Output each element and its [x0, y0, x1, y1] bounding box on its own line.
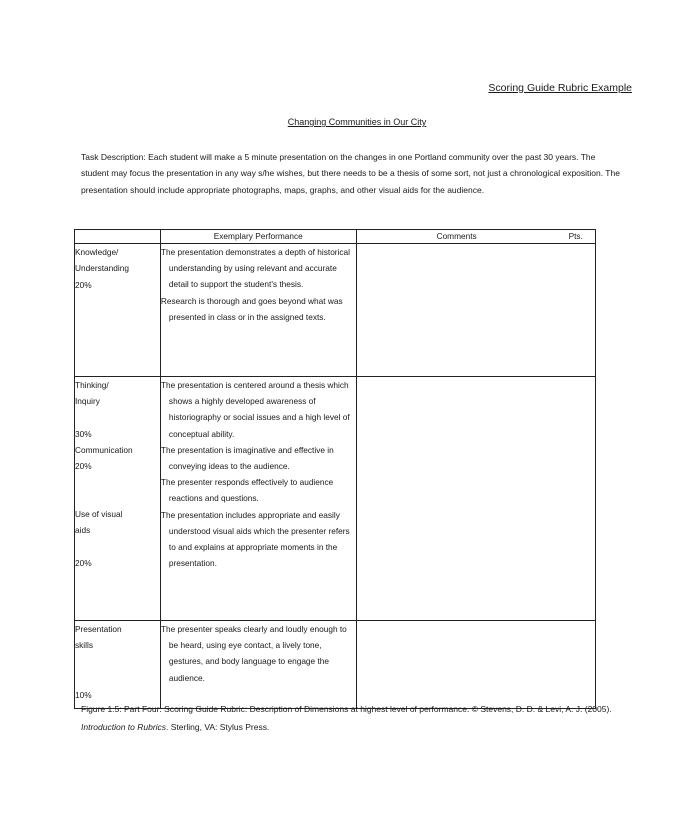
table-row	[75, 244, 596, 377]
criterion-text: The presenter speaks clearly and loudly enough to be heard, using eye contact, a lively tone, gestures, and body language to engage the audience.	[160, 624, 347, 683]
table-header-row	[75, 230, 596, 244]
dimension-weight: 20%	[75, 460, 92, 471]
criterion-text: The presentation includes appropriate and easily understood visual aids which the presenter refers to and explains at appropriate moments in the presentation.	[160, 509, 350, 569]
comments-cell	[356, 621, 595, 709]
dimension-block	[75, 621, 160, 703]
dimension-cell	[75, 244, 161, 377]
criterion-text: The presentation is centered around a thesis which shows a highly developed awareness of historiography or social issues and a high level of conceptual ability.	[160, 380, 350, 439]
dimension-label: Presentation skills	[75, 624, 122, 651]
dimension-weight: 30%	[75, 428, 92, 439]
header-comments: Comments	[436, 231, 477, 241]
task-description: Task Description: Each student will make a 5 minute presentation on the changes in one Portland community over the past 30 years. The student may focus the presentation in any way s/he wishes, but there needs to be a thesis of some sort, not just a chronological exposition. The presentation should include appropriate photographs, maps, graphs, and other visual aids for the audience.	[81, 152, 620, 195]
criteria-cell	[160, 377, 356, 621]
document-subtitle: Changing Communities in Our City	[287, 117, 427, 127]
header-exemplary: Exemplary Performance	[160, 230, 356, 244]
comments-cell	[356, 244, 595, 377]
dimension-cell	[75, 377, 161, 621]
figure-caption-prefix: Figure 1.5: Part Four: Scoring Guide Rubric: Description of Dimensions at highest level of performance. © Stevens, D. D. & Levi, A. J. (2005).	[81, 704, 612, 714]
rubric-body	[75, 244, 596, 709]
header-dimension-cell	[75, 230, 161, 244]
criterion-text: The presentation is imaginative and effective in conveying ideas to the audience.	[160, 444, 334, 472]
criterion-text: The presenter responds effectively to audience reactions and questions.	[160, 477, 334, 504]
dimension-block	[75, 506, 160, 571]
rubric-table	[74, 229, 596, 709]
dimension-label: Communication	[75, 445, 133, 455]
document-title: Scoring Guide Rubric Example	[488, 82, 632, 94]
dimension-label: Knowledge/ Understanding	[75, 247, 129, 274]
dimension-block	[75, 377, 160, 442]
criterion-text: The presentation demonstrates a depth of historical understanding by using relevant and accurate detail to support the student's thesis.	[160, 247, 351, 290]
dimension-cell	[75, 621, 161, 709]
figure-caption-suffix: . Sterling, VA: Stylus Press.	[166, 722, 270, 732]
header-comments-cell	[356, 230, 595, 244]
dimension-block	[75, 474, 160, 506]
dimension-weight: 10%	[75, 689, 92, 700]
dimension-block	[75, 293, 160, 325]
dimension-block	[75, 442, 160, 474]
dimension-weight: 20%	[75, 557, 92, 568]
criteria-cell	[160, 244, 356, 377]
comments-cell	[356, 377, 595, 621]
dimension-label: Use of visual aids	[75, 509, 123, 536]
figure-book-title: Introduction to Rubrics	[81, 722, 167, 732]
criteria-cell	[160, 621, 356, 709]
dimension-label: Thinking/ Inquiry	[75, 380, 109, 407]
criterion-text: Research is thorough and goes beyond what was presented in class or in the assigned texts.	[160, 295, 343, 322]
header-pts: Pts.	[568, 231, 583, 241]
dimension-block	[75, 244, 160, 293]
dimension-weight: 20%	[75, 279, 92, 290]
table-row	[75, 377, 596, 621]
table-row	[75, 621, 596, 709]
figure-caption	[81, 700, 631, 736]
